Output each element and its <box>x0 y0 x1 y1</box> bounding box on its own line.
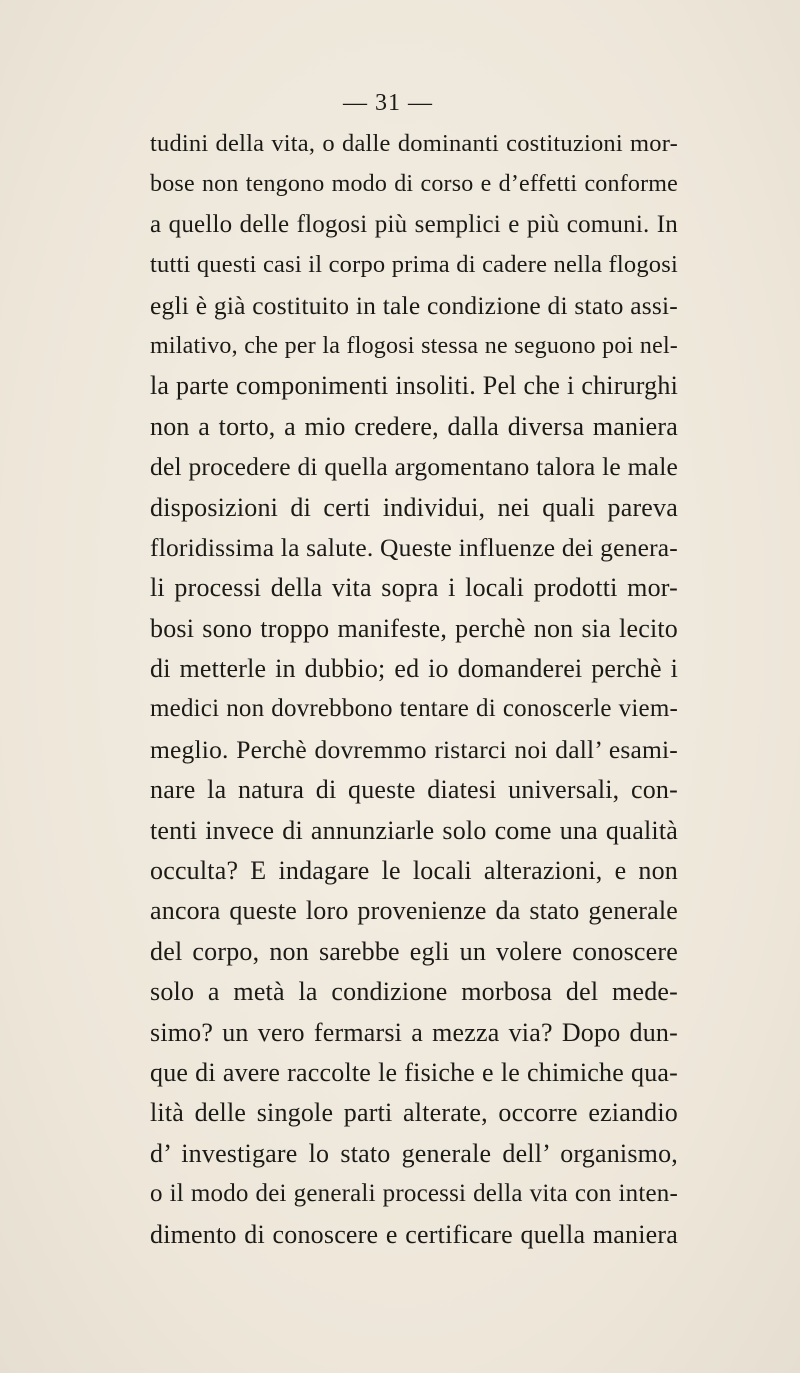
text-line: bosi sono troppo manifeste, perchè non sia lecito <box>150 613 678 643</box>
text-line: o il modo dei generali processi della vita con inten- <box>150 1180 678 1208</box>
text-line: tudini della vita, o dalle dominanti costituzioni mor- <box>150 130 678 157</box>
text-line: que di avere raccolte le fisiche e le chimiche qua- <box>150 1057 678 1087</box>
text-line: tenti invece di annunziarle solo come una qualità <box>150 815 678 845</box>
text-line: di metterle in dubbio; ed io domanderei perchè i <box>150 654 678 684</box>
text-line: milativo, che per la flogosi stessa ne seguono poi nel- <box>150 332 678 359</box>
text-line: bose non tengono modo di corso e d’effetti conforme <box>150 171 678 198</box>
text-line: non a torto, a mio credere, dalla diversa maniera <box>150 411 678 441</box>
text-line: d’ investigare lo stato generale dell’ organismo, <box>150 1138 678 1168</box>
text-line: la parte componimenti insoliti. Pel che i chirurghi <box>150 371 678 401</box>
text-line: dimento di conoscere e certificare quella maniera <box>150 1219 678 1249</box>
text-line: floridissima la salute. Queste influenze dei genera- <box>150 532 678 562</box>
text-line: li processi della vita sopra i locali prodotti mor- <box>150 573 678 603</box>
text-line: occulta? E indagare le locali alterazioni, e non <box>150 856 678 886</box>
text-line: lità delle singole parti alterate, occorre eziandio <box>150 1098 678 1128</box>
page-number: — 31 — <box>343 90 433 116</box>
text-line: disposizioni di certi individui, nei quali pareva <box>150 492 678 522</box>
text-line: del corpo, non sarebbe egli un volere conoscere <box>150 936 678 966</box>
text-line: solo a metà la condizione morbosa del mede- <box>150 977 678 1007</box>
text-line: tutti questi casi il corpo prima di cadere nella flogosi <box>150 251 678 279</box>
text-line: egli è già costituito in tale condizione di stato assi- <box>150 290 678 320</box>
text-line: nare la natura di queste diatesi universali, con- <box>150 775 678 805</box>
text-line: medici non dovrebbono tentare di conoscerle viem- <box>150 695 678 723</box>
text-line: a quello delle flogosi più semplici e più comuni. In <box>150 210 678 238</box>
text-line: ancora queste loro provenienze da stato generale <box>150 896 678 926</box>
body-text <box>150 124 678 1255</box>
text-line: meglio. Perchè dovremmo ristarci noi dall’ esami- <box>150 734 678 764</box>
text-line: del procedere di quella argomentano talora le male <box>150 452 678 482</box>
text-line: simo? un vero fermarsi a mezza via? Dopo dun- <box>150 1017 678 1047</box>
